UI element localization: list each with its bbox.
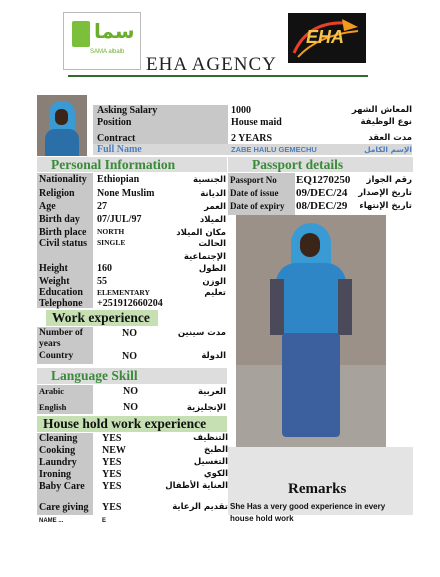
- asking-salary-label: Asking Salary: [97, 105, 158, 116]
- cooking-value: NEW: [102, 445, 126, 456]
- age-value: 27: [97, 201, 107, 212]
- laundry-label: Laundry: [39, 457, 77, 468]
- contract-label: Contract: [97, 133, 136, 144]
- civil-status-value: SINGLE: [97, 238, 126, 247]
- education-label: Education: [39, 287, 83, 298]
- work-years-value: NO: [122, 328, 137, 339]
- birthday-value: 07/JUL/97: [97, 214, 142, 225]
- work-years-ar: مدت سينين: [177, 328, 226, 338]
- contract-value: 2 YEARS: [231, 133, 273, 144]
- issue-date-ar: تاريخ الإصدار: [358, 188, 412, 198]
- work-experience-header: [46, 310, 158, 326]
- personal-info-header: [37, 157, 227, 172]
- civil-status-label: Civil status: [39, 238, 88, 249]
- education-value: ELEMENTARY: [97, 288, 150, 297]
- personal-info-title: Personal Information: [51, 157, 176, 172]
- agency-name: EHA AGENCY: [146, 54, 277, 75]
- expiry-date-ar: تاريخ الإنتهاء: [359, 201, 412, 211]
- care-giving-ar: تقديم الرعاية: [172, 502, 228, 512]
- baby-care-ar: العناية الأطفال: [165, 481, 228, 491]
- full-body-photo: [236, 215, 386, 447]
- remarks-text: She Has a very good experience in every house hold work: [230, 502, 386, 523]
- work-experience-title: Work experience: [52, 310, 150, 325]
- birthplace-label: Birth place: [39, 227, 87, 238]
- care-giving-label: Care giving: [39, 502, 89, 513]
- ironing-ar: الكوي: [203, 469, 228, 479]
- passport-no-label: Passport No: [230, 175, 277, 185]
- language-title: Language Skill: [51, 368, 138, 383]
- birthplace-value: NORTH: [97, 227, 125, 236]
- religion-value: None Muslim: [97, 188, 155, 199]
- laundry-value: YES: [102, 457, 122, 468]
- telephone-value: +251912660204: [97, 298, 163, 309]
- household-header: [37, 416, 227, 432]
- name-value: E: [102, 518, 107, 524]
- name-label: NAME ...: [39, 518, 64, 524]
- ironing-value: YES: [102, 469, 122, 480]
- contract-ar: مدت العقد: [368, 133, 412, 143]
- care-giving-value: YES: [102, 502, 122, 513]
- cleaning-value: YES: [102, 433, 122, 444]
- english-ar: الإنجليزية: [186, 403, 226, 413]
- sama-logo-sub: SAMA albalb: [90, 49, 125, 55]
- baby-care-value: YES: [102, 481, 122, 492]
- asking-salary-ar: المعاش الشهر: [351, 105, 412, 115]
- nationality-ar: الجنسية: [193, 175, 226, 185]
- eha-logo-text: EHA: [306, 27, 345, 47]
- education-ar: تعليم: [204, 288, 226, 298]
- ironing-label: Ironing: [39, 469, 72, 480]
- english-value: NO: [123, 402, 138, 413]
- arabic-value: NO: [123, 386, 138, 397]
- work-country-label: Country: [39, 351, 74, 361]
- work-country-ar: الدولة: [201, 351, 226, 361]
- birthday-label: Birth day: [39, 214, 80, 225]
- expiry-date-label: Date of expiry: [230, 201, 285, 211]
- passport-no-ar: رقم الجواز: [366, 175, 412, 185]
- height-ar: الطول: [198, 264, 226, 274]
- eha-logo: [288, 13, 366, 63]
- expiry-date-value: 08/DEC/29: [296, 200, 348, 212]
- fullname-value: ZABE HAILU GEMECHU: [231, 145, 317, 154]
- sama-logo-mark: [72, 21, 90, 47]
- arabic-ar: العربية: [197, 387, 226, 397]
- civil-status-ar: الحالت الإجتماعية: [183, 239, 226, 262]
- nationality-label: Nationality: [39, 174, 87, 185]
- passport-header: [228, 157, 413, 172]
- english-label: English: [39, 402, 67, 412]
- religion-ar: الديانة: [200, 189, 226, 199]
- work-years-label: Number of years: [39, 328, 83, 349]
- position-label: Position: [97, 117, 132, 128]
- fullname-label: Full Name: [97, 144, 142, 155]
- fullname-ar: الإسم الكامل: [364, 145, 412, 154]
- age-ar: العمر: [204, 202, 226, 212]
- sama-logo: [63, 12, 141, 70]
- religion-label: Religion: [39, 188, 75, 199]
- position-value: House maid: [231, 117, 282, 128]
- age-label: Age: [39, 201, 56, 212]
- language-header: [37, 368, 227, 384]
- weight-label: Weight: [39, 276, 70, 287]
- telephone-label: Telephone: [39, 298, 83, 309]
- cleaning-ar: التنظيف: [193, 433, 228, 443]
- cleaning-label: Cleaning: [39, 433, 78, 444]
- remarks-title: Remarks: [288, 481, 347, 497]
- issue-date-value: 09/DEC/24: [296, 187, 348, 199]
- position-ar: نوع الوظيفة: [360, 117, 412, 127]
- passport-no-value: EQ1270250: [296, 174, 351, 186]
- small-photo: [37, 95, 87, 156]
- sama-logo-text: سما: [94, 21, 135, 43]
- issue-date-label: Date of issue: [230, 188, 279, 198]
- weight-value: 55: [97, 276, 107, 287]
- passport-title: Passport details: [252, 157, 344, 172]
- baby-care-label: Baby Care: [39, 481, 85, 492]
- cooking-label: Cooking: [39, 445, 76, 456]
- household-title: House hold work experience: [43, 416, 207, 431]
- asking-salary-value: 1000: [231, 105, 251, 116]
- weight-ar: الوزن: [202, 277, 226, 287]
- cooking-ar: الطبخ: [204, 445, 228, 455]
- work-country-value: NO: [122, 351, 137, 362]
- height-value: 160: [97, 263, 112, 274]
- agency-underline: [68, 75, 368, 77]
- height-label: Height: [39, 263, 68, 274]
- arabic-label: Arabic: [39, 386, 65, 396]
- laundry-ar: التغسيل: [193, 457, 228, 467]
- nationality-value: Ethiopian: [97, 174, 140, 185]
- birthplace-ar: مكان الميلاد: [176, 228, 226, 238]
- birthday-ar: الميلاد: [199, 215, 226, 225]
